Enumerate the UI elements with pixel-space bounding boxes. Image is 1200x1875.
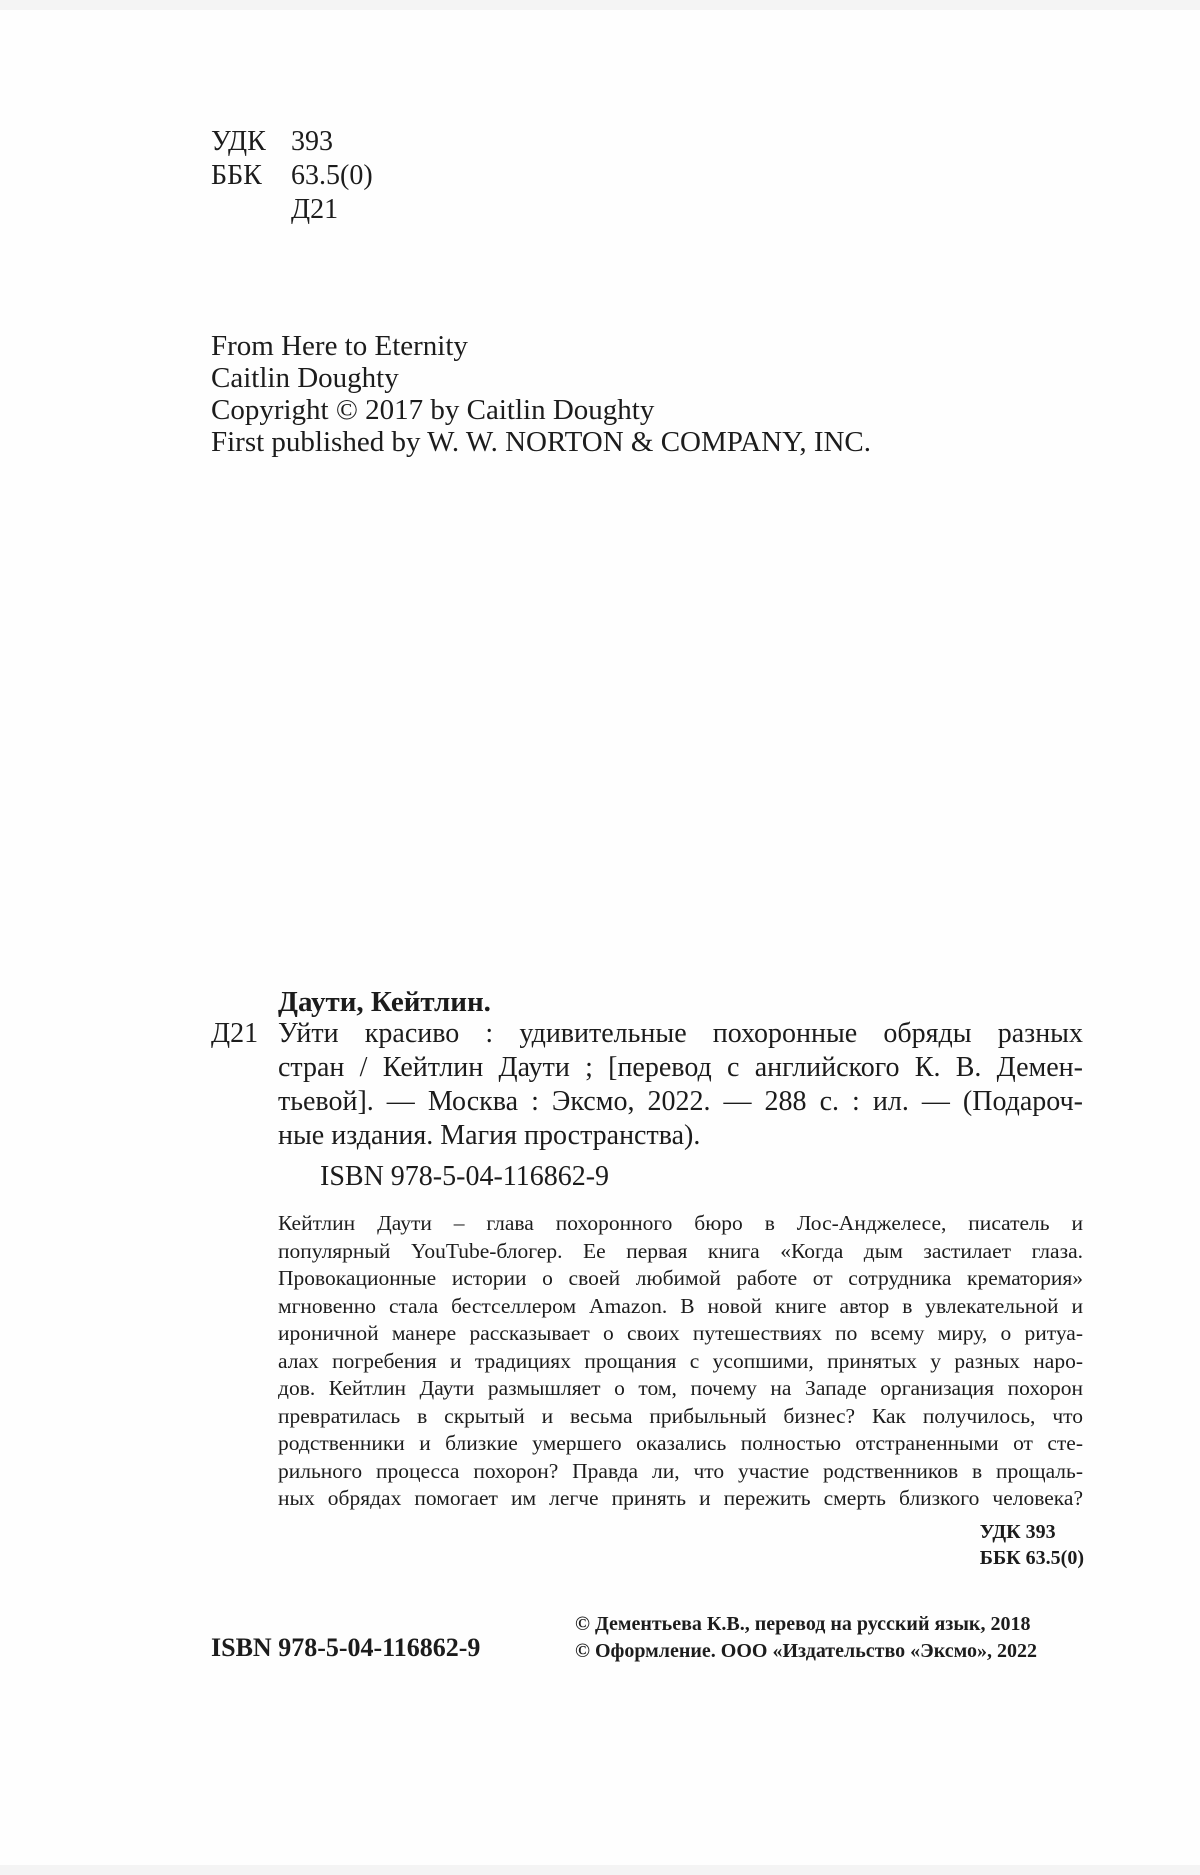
cutter-value: Д21 [291, 194, 339, 225]
index-udk: УДК 393 [979, 1521, 1056, 1543]
description-line: стран / Кейтлин Даути ; [перевод с английского К. В. Демен- [278, 1052, 1083, 1083]
annotation [278, 1210, 1083, 1513]
annotation-line: ных обрядах помогает им легче принять и пережить смерть близкого человека? [278, 1486, 1083, 1510]
bbk-label: ББК [211, 160, 262, 191]
index-right-block [980, 1519, 1084, 1571]
record-isbn: ISBN 978-5-04-116862-9 [320, 1161, 610, 1192]
annotation-line: ироничной манере рассказывает о своих путешествиях по всему миру, о ритуа- [278, 1321, 1083, 1345]
classification-block [211, 125, 373, 227]
copyright-design: © Оформление. ООО «Издательство «Эксмо», 2022 [575, 1640, 1037, 1662]
annotation-line: превратилась в скрытый и весьма прибыльный бизнес? Как получилось, что [278, 1403, 1083, 1428]
annotation-line: рильного процесса похорон? Правда ли, что участие родственников в прощаль- [278, 1458, 1083, 1483]
book-page [0, 10, 1200, 1865]
original-copyright: Copyright © 2017 by Caitlin Doughty [211, 394, 655, 426]
annotation-line: Провокационные истории о своей любимой работе от сотрудника крематория» [278, 1266, 1083, 1290]
author-heading: Даути, Кейтлин. [278, 986, 491, 1018]
description-line: тьевой]. — Москва : Эксмо, 2022. — 288 с. : ил. — (Подароч- [278, 1086, 1083, 1117]
cutter-row [211, 193, 373, 227]
description-line: Уйти красиво : удивительные похоронные обряды разных [278, 1018, 1083, 1049]
original-edition-block [211, 330, 871, 458]
original-publisher: First published by W. W. NORTON & COMPANY, INC. [211, 426, 872, 458]
annotation-line: дов. Кейтлин Даути размышляет о том, почему на Западе организация похорон [278, 1376, 1083, 1400]
copyright-translation: © Дементьева К.В., перевод на русский язык, 2018 [575, 1613, 1031, 1635]
udk-label: УДК [211, 126, 266, 157]
annotation-line: родственники и близкие умершего оказались полностью отстраненными от сте- [278, 1431, 1083, 1455]
udk-value: 393 [291, 126, 333, 157]
index-bbk: ББК 63.5(0) [979, 1547, 1084, 1569]
annotation-line: Кейтлин Даути – глава похоронного бюро в Лос-Анджелесе, писатель и [278, 1211, 1083, 1235]
original-author: Caitlin Doughty [211, 362, 399, 394]
original-title: From Here to Eternity [211, 330, 468, 362]
annotation-line: мгновенно стала бестселлером Amazon. В новой книге автор в увлекательной и [278, 1293, 1083, 1318]
record-cutter: Д21 [211, 1018, 259, 1049]
bbk-value: 63.5(0) [291, 160, 373, 191]
bbk-row [211, 159, 373, 193]
title-description [278, 1017, 1083, 1153]
footer-isbn: ISBN 978-5-04-116862-9 [211, 1633, 481, 1662]
description-line: ные издания. Магия пространства). [278, 1120, 701, 1151]
udk-row [211, 125, 373, 159]
annotation-line: популярный YouTube-блогер. Ее первая книга «Когда дым застилает глаза. [278, 1238, 1083, 1263]
copyright-block [575, 1611, 1037, 1665]
annotation-line: алах погребения и традициях прощания с усопшими, принятых у разных наро- [278, 1348, 1083, 1373]
